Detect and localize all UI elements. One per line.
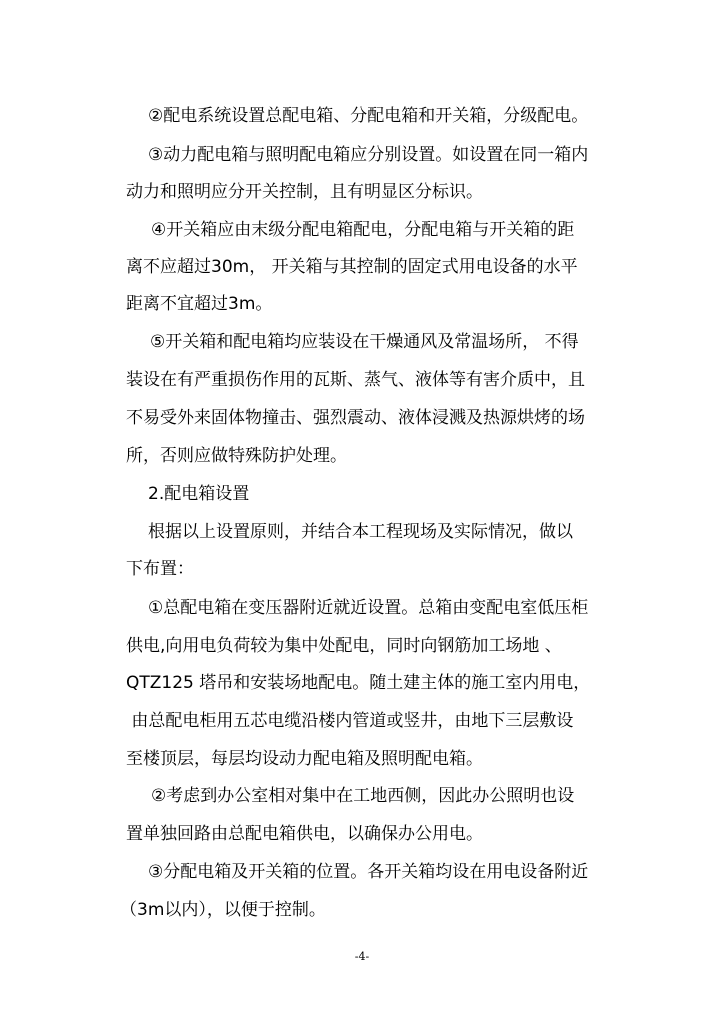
paragraph-line-6: 距离不宜超过3m。 xyxy=(126,294,273,314)
paragraph-line-20: 置单独回路由总配电箱供电，以确保办公用电。 xyxy=(126,824,483,844)
paragraph-line-19: ②考虑到办公室相对集中在工地西侧，因此办公照明也设 xyxy=(151,786,575,806)
section-heading: 2.配电箱设置 xyxy=(148,484,250,504)
paragraph-line-15: 供电,向用电负荷较为集中处配电，同时向钢筋加工场地 、 xyxy=(126,636,562,656)
paragraph-line-12: 根据以上设置原则，并结合本工程现场及实际情况，做以 xyxy=(148,522,573,542)
paragraph-line-8: 装设在有严重损伤作用的瓦斯、蒸气、液体等有害介质中，且 xyxy=(126,370,585,390)
paragraph-line-1: ②配电系统设置总配电箱、分配电箱和开关箱，分级配电。 xyxy=(148,106,589,126)
page-number: -4- xyxy=(354,950,370,963)
paragraph-line-3: 动力和照明应分开关控制，且有明显区分标识。 xyxy=(126,182,483,202)
paragraph-line-22: （3m以内），以便于控制。 xyxy=(120,900,326,920)
paragraph-line-16: QTZ125 塔吊和安装场地配电。随土建主体的施工室内用电， xyxy=(126,673,591,693)
paragraph-line-9: 不易受外来固体物撞击、强烈震动、液体浸溅及热源烘烤的场 xyxy=(126,408,585,428)
paragraph-line-2: ③动力配电箱与照明配电箱应分别设置。如设置在同一箱内 xyxy=(148,145,589,165)
paragraph-line-5: 离不应超过30m， 开关箱与其控制的固定式用电设备的水平 xyxy=(126,257,578,277)
paragraph-line-21: ③分配电箱及开关箱的位置。各开关箱均设在用电设备附近 xyxy=(148,862,589,882)
paragraph-line-13: 下布置： xyxy=(126,559,194,579)
paragraph-line-14: ①总配电箱在变压器附近就近设置。总箱由变配电室低压柜 xyxy=(148,598,589,618)
paragraph-line-17: 由总配电柜用五芯电缆沿楼内管道或竖井，由地下三层敷设 xyxy=(126,711,574,731)
paragraph-line-4: ④开关箱应由末级分配电箱配电，分配电箱与开关箱的距 xyxy=(151,220,575,240)
paragraph-line-10: 所，否则应做特殊防护处理。 xyxy=(126,446,347,466)
paragraph-line-18: 至楼顶层，每层均设动力配电箱及照明配电箱。 xyxy=(126,749,483,769)
paragraph-line-7: ⑤开关箱和配电箱均应装设在干燥通风及常温场所， 不得 xyxy=(150,332,579,352)
